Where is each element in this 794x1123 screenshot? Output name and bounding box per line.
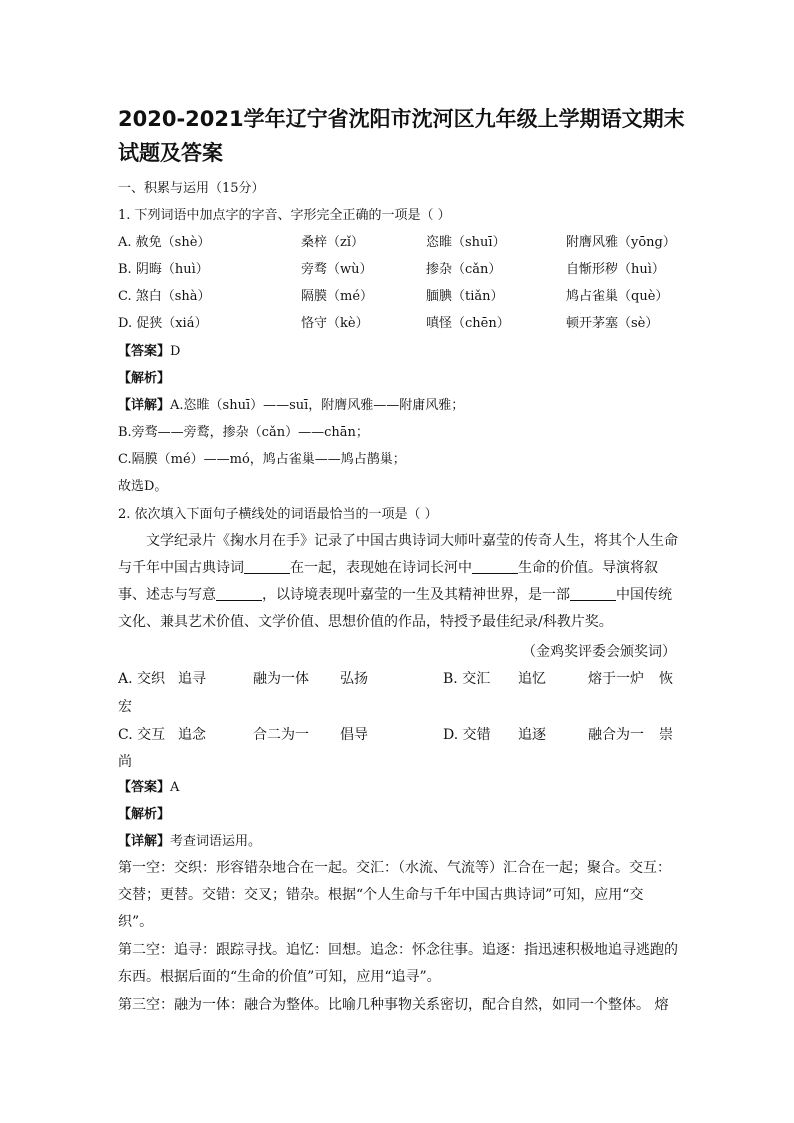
q1-detail-line-a: A.恣睢（shuī）——suī，附膺风雅——附庸风雅； (170, 398, 465, 413)
q1-detail-label: 【详解】 (118, 398, 171, 413)
q2-option-a-word2: 追寻 (178, 671, 206, 687)
q2-blank-4 (570, 586, 616, 601)
q2-option-a-word4: 弘扬 (340, 671, 368, 687)
q1-option-b-word2: 旁骛（wù） (301, 262, 373, 277)
q1-option-c-word2: 隔膜（mé） (301, 289, 374, 304)
q1-option-c-word1: C. 煞白（shà） (118, 289, 211, 304)
q2-blank3-explanation: 第三空：融为一体：融合为整体。比喻几种事物关系密切，配合自然，如同一个整体。 熔 (118, 997, 669, 1013)
q2-blank1-explanation: 第一空：交织：形容错杂地合在一起。交汇：（水流、气流等）汇合在一起；聚合。交互：交替；更替。交错：交叉；错杂。根据“个人生命与千年中国古典诗词”可知，应用“交织”。 (118, 860, 671, 930)
q1-option-b-word4: 自惭形秽（huì） (566, 262, 665, 277)
q1-option-b-word3: 掺杂（cǎn） (426, 262, 502, 277)
q1-detail-conclusion: 故选D。 (118, 479, 168, 494)
q1-option-d-word4: 顿开茅塞（sè） (566, 316, 659, 331)
q2-passage-part5: 中国传统文化、兼具艺术价值、文学价值、思想价值的作品，特授予最佳纪录/科教片奖。 (118, 587, 672, 630)
q1-option-c-word3: 腼腆（tiǎn） (426, 289, 504, 304)
q2-passage-part2: 在一起，表现她在诗词长河中 (290, 560, 472, 576)
q2-answer-value: A (170, 780, 180, 795)
q1-option-d-word2: 恪守（kè） (301, 316, 369, 331)
q2-blank2-explanation: 第二空：追寻：跟踪寻找。追忆：回想。追念：怀念往事。追逐：指迅速积极地追寻逃跑的东西。根据后面的“生命的价值”可知，应用“追寻”。 (118, 942, 678, 985)
q2-option-d-word4: 崇 (659, 727, 673, 743)
q2-option-d-word1: D. 交错 (443, 727, 491, 743)
q2-blank-3 (216, 586, 262, 601)
section-heading: 一、积累与运用（15分） (118, 181, 265, 196)
q2-option-d-wrap: 尚 (118, 754, 132, 770)
q1-option-c-word4: 鸠占雀巢（què） (566, 289, 669, 304)
q2-option-b-word2: 追忆 (518, 671, 546, 687)
q2-option-c-word3: 合二为一 (253, 727, 309, 743)
q1-option-a-word4: 附膺风雅（yōng） (566, 235, 676, 250)
q2-option-a-word3: 融为一体 (253, 671, 309, 687)
q2-source: （金鸡奖评委会颁奖词） (522, 644, 676, 660)
q2-blank-1 (244, 559, 290, 574)
q1-detail-line-c: C.隔膜（mé）——mó，鸠占雀巢——鸠占鹊巢； (118, 452, 406, 467)
q1-stem: 1. 下列词语中加点字的字音、字形完全正确的一项是（ ） (118, 208, 451, 223)
q2-detail-label: 【详解】 (118, 834, 171, 849)
q1-option-d-word3: 嗔怪（chēn） (426, 316, 510, 331)
q1-detail-1 (118, 397, 464, 415)
q1-option-d-word1: D. 促狭（xiá） (118, 316, 208, 331)
q2-option-c-word2: 追念 (178, 727, 206, 743)
q2-analysis-label: 【解析】 (118, 807, 171, 822)
q2-passage-part3: 生命的价值。导演将叙事、述志与写意 (118, 560, 658, 603)
q2-option-b-word3: 熔于一炉 (588, 671, 644, 687)
q2-answer-label: 【答案】 (118, 780, 171, 795)
q2-passage-part4: ，以诗境表现叶嘉莹的一生及其精神世界，是一部 (262, 587, 570, 603)
q2-option-d-word3: 融合为一 (588, 727, 644, 743)
q2-passage (118, 528, 678, 636)
document-title-line1: 2020-2021学年辽宁省沈阳市沈河区九年级上学期语文期末 (118, 107, 685, 131)
q2-detail-intro (118, 833, 261, 851)
q1-answer-label: 【答案】 (118, 344, 171, 359)
q2-option-b-wrap: 宏 (118, 699, 132, 715)
q2-option-c-word1: C. 交互 (118, 727, 166, 743)
document-title-line2: 试题及答案 (118, 141, 223, 165)
q2-blank-2 (472, 559, 518, 574)
q2-option-d-word2: 追逐 (518, 727, 546, 743)
q2-answer (118, 779, 179, 797)
q2-passage-part1: 文学纪录片《掬水月在手》记录了中国古典诗词大师叶嘉莹的传奇人生，将其个人生命与千年中国古典诗词 (118, 533, 678, 576)
q2-option-a-word1: A. 交织 (118, 671, 166, 687)
q1-detail-line-b: B.旁骛——旁鹜，掺杂（cǎn）——chān； (118, 425, 369, 440)
q2-detail-intro-text: 考查词语运用。 (170, 834, 262, 849)
q1-option-a-word2: 桑梓（zǐ） (301, 235, 365, 250)
q1-option-b-word1: B. 阴晦（huì） (118, 262, 209, 277)
q2-option-b-word4: 恢 (659, 671, 673, 687)
q1-option-a-word3: 恣睢（shuī） (426, 235, 506, 250)
q1-analysis-label: 【解析】 (118, 371, 171, 386)
q2-option-b-word1: B. 交汇 (443, 671, 491, 687)
q2-stem: 2. 依次填入下面句子横线处的词语最恰当的一项是（ ） (118, 507, 438, 522)
q1-answer-value: D (170, 344, 181, 359)
q1-answer (118, 343, 180, 361)
q1-option-a-word1: A. 赦免（shè） (118, 235, 211, 250)
q2-option-c-word4: 倡导 (340, 727, 368, 743)
